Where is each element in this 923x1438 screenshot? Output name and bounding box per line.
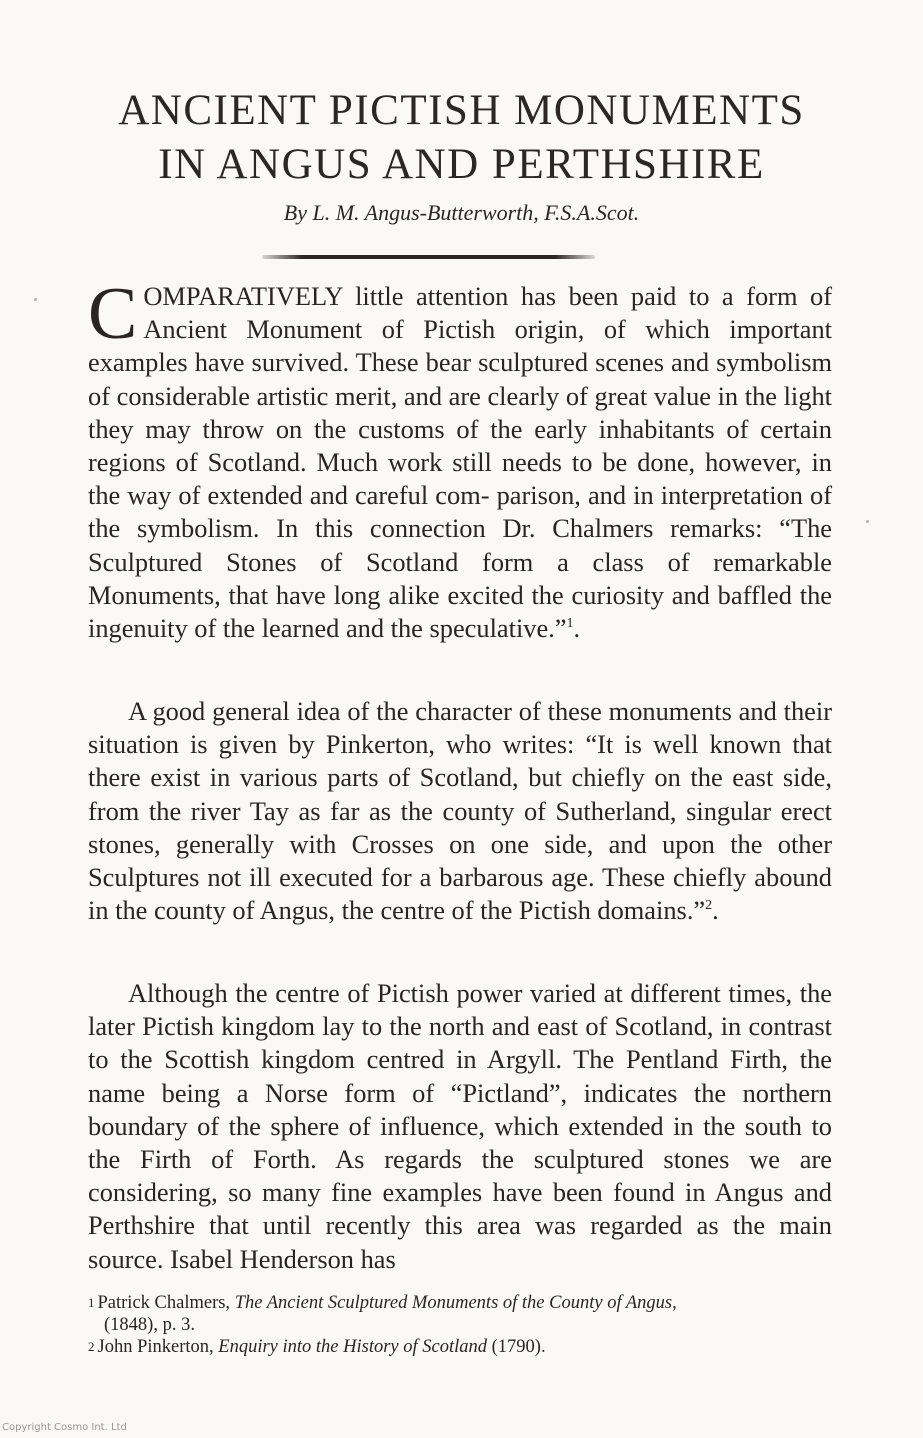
footnotes (88, 1292, 832, 1358)
title-line-1: ANCIENT PICTISH MONUMENTS (118, 87, 805, 134)
paper-speck (34, 298, 37, 301)
article-title (0, 84, 923, 192)
title-line-2: IN ANGUS AND PERTHSHIRE (158, 141, 765, 188)
copyright-watermark: Copyright Cosmo Int. Ltd (2, 1422, 127, 1433)
footnote-2-author: John Pinkerton, (97, 1337, 219, 1357)
footnote-2-rest: (1790). (487, 1337, 546, 1357)
paragraph-3 (88, 977, 832, 1276)
paragraph-2 (88, 695, 832, 927)
footnote-1-title: The Ancient Sculptured Monuments of the County of Angus, (234, 1293, 677, 1313)
footnote-ref-1: 1 (566, 616, 574, 632)
footnote-1-number: 1 (88, 1295, 95, 1310)
footnote-2-title: Enquiry into the History of Scotland (218, 1337, 488, 1357)
paragraph-1-text: OMPARATIVELY little attention has been paid to a form of Ancient Monument of Pictish origin, of which important examples have survived. These bear sculptured scenes and symbolism of considerable artistic merit, and are clearly of great value in the light they may throw on the customs of the early inhabitants of certain regions of Scotland. Much work still needs to be done, however, in the way of extended and careful com- parison, and in interpretation of the symbolism. In this connection Dr. Chalmers remarks: “The Sculptured Stones of Scotland form a class of remarkable Monuments, that have long alike excited the curiosity and baffled the ingenuity of the learned and the speculative.” (88, 281, 832, 644)
footnote-1-rest: (1848), p. 3. (104, 1315, 195, 1335)
byline: By L. M. Angus-Butterworth, F.S.A.Scot. (283, 200, 640, 225)
paragraph-2-text: A good general idea of the character of these monuments and their situation is given by Pinkerton, who writes: “It is well known that there exist in various parts of Scotland, but chiefly on the east side, from the river Tay as far as the county of Sutherland, singular erect stones, generally with Crosses on one side, and upon the other Sculptures not ill executed for a barbarous age. These chiefly abound in the county of Angus, the centre of the Pictish domains.” (88, 696, 832, 926)
title-divider (262, 255, 595, 259)
paragraph-1-end: . (573, 613, 581, 644)
drop-cap: C (88, 273, 138, 355)
footnote-ref-2: 2 (705, 898, 713, 914)
paragraph-3-text: Although the centre of Pictish power varied at different times, the later Pictish kingdom lay to the north and east of Scotland, in contrast to the Scottish kingdom centred in Argyll. The Pentland Firth, the name being a Norse form of “Pictland”, indicates the northern boundary of the sphere of influence, which extended in the south to the Firth of Forth. As regards the sculptured stones we are considering, so many fine examples have been found in Angus and Perthshire that until recently this area was regarded as the main source. Isabel Henderson has (88, 978, 832, 1274)
footnote-2-number: 2 (88, 1339, 95, 1354)
footnote-1 (88, 1292, 832, 1336)
paragraph-2-end: . (712, 895, 719, 926)
footnote-2 (88, 1336, 832, 1358)
paper-speck (866, 520, 869, 523)
paragraph-1 (88, 273, 832, 645)
footnote-1-author: Patrick Chalmers, (97, 1293, 235, 1313)
